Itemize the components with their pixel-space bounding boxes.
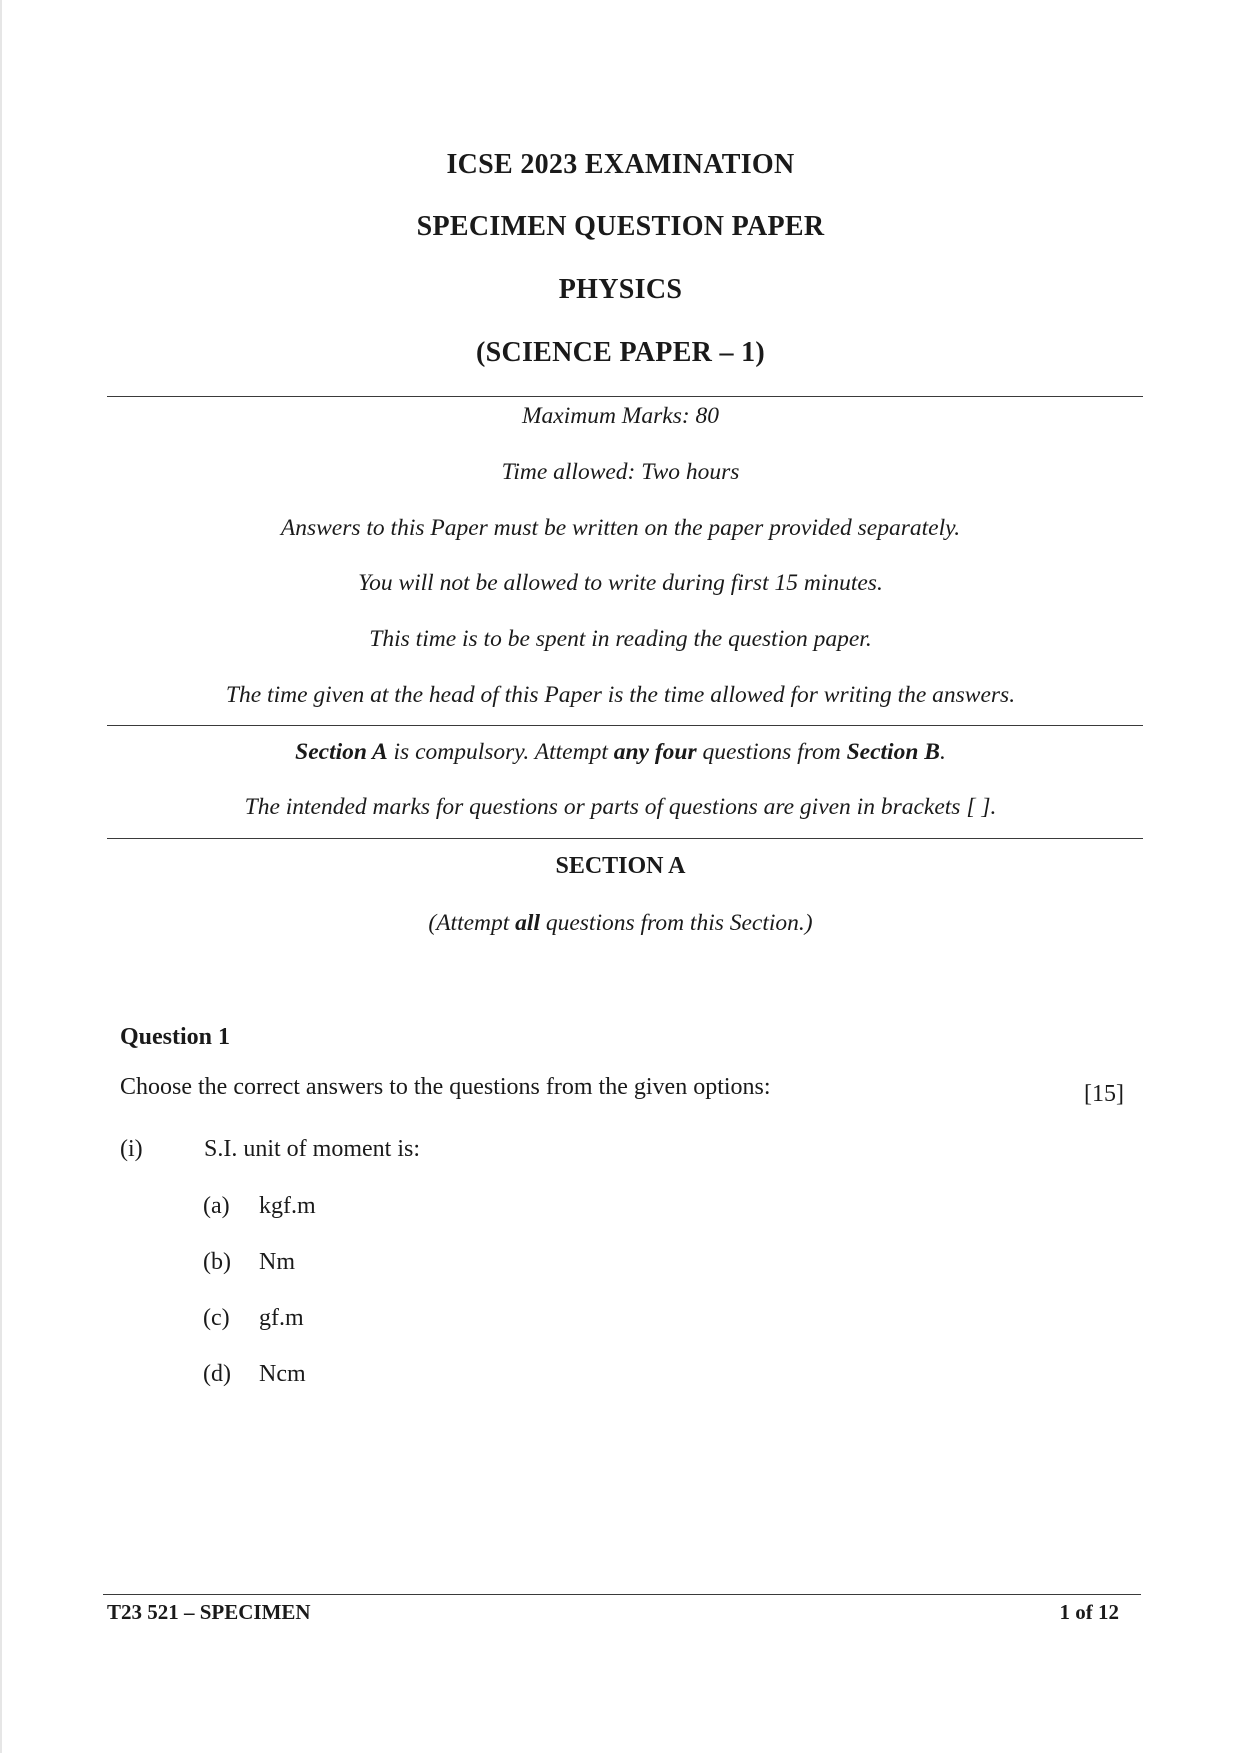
exam-title: ICSE 2023 EXAMINATION (446, 149, 795, 180)
rule-text: questions from (696, 739, 847, 765)
question-marks: [15] (1084, 1081, 1124, 1107)
note-text: (Attempt (428, 910, 516, 936)
paper-name: (SCIENCE PAPER – 1) (475, 337, 766, 368)
part-text: S.I. unit of moment is: (204, 1136, 420, 1162)
option-label: (a) (203, 1193, 230, 1219)
note-text: questions from this Section.) (539, 910, 813, 936)
section-rule (0, 739, 1241, 766)
option-text: Ncm (259, 1361, 306, 1387)
note-bold: all (515, 910, 540, 936)
part-number: (i) (120, 1136, 143, 1162)
divider (107, 725, 1143, 726)
option-b (203, 1249, 295, 1276)
option-d (203, 1361, 306, 1388)
section-b-label: Section B (846, 739, 940, 765)
option-text: gf.m (259, 1305, 304, 1331)
instruction-line: You will not be allowed to write during first 15 minutes. (358, 570, 883, 596)
time-allowed: Time allowed: Two hours (501, 459, 740, 485)
instruction-line: Answers to this Paper must be written on the paper provided separately. (280, 515, 961, 541)
divider (107, 396, 1143, 397)
rule-text: is compulsory. Attempt (387, 739, 614, 765)
divider (107, 838, 1143, 839)
subject-title: PHYSICS (558, 274, 683, 305)
section-note (0, 910, 1241, 937)
section-a-label: Section A (295, 739, 388, 765)
footer-divider (103, 1594, 1141, 1595)
question-instruction: Choose the correct answers to the questions from the given options: (120, 1074, 771, 1100)
paper-type: SPECIMEN QUESTION PAPER (416, 211, 825, 242)
instruction-line: This time is to be spent in reading the question paper. (369, 626, 872, 652)
option-c (203, 1305, 304, 1332)
option-text: kgf.m (259, 1193, 316, 1219)
option-label: (b) (203, 1249, 231, 1275)
option-a (203, 1193, 316, 1220)
option-text: Nm (259, 1249, 295, 1275)
any-four-label: any four (613, 739, 697, 765)
section-title: SECTION A (555, 853, 686, 879)
option-label: (d) (203, 1361, 231, 1387)
marks-note: The intended marks for questions or parts of questions are given in brackets [ ]. (244, 794, 997, 820)
instruction-line: The time given at the head of this Paper is the time allowed for writing the answers. (225, 682, 1016, 708)
rule-text: . (939, 739, 946, 765)
max-marks: Maximum Marks: 80 (521, 403, 720, 429)
option-label: (c) (203, 1305, 230, 1331)
page-number: 1 of 12 (1059, 1600, 1119, 1624)
paper-code: T23 521 – SPECIMEN (107, 1600, 311, 1624)
question-heading: Question 1 (120, 1024, 231, 1050)
